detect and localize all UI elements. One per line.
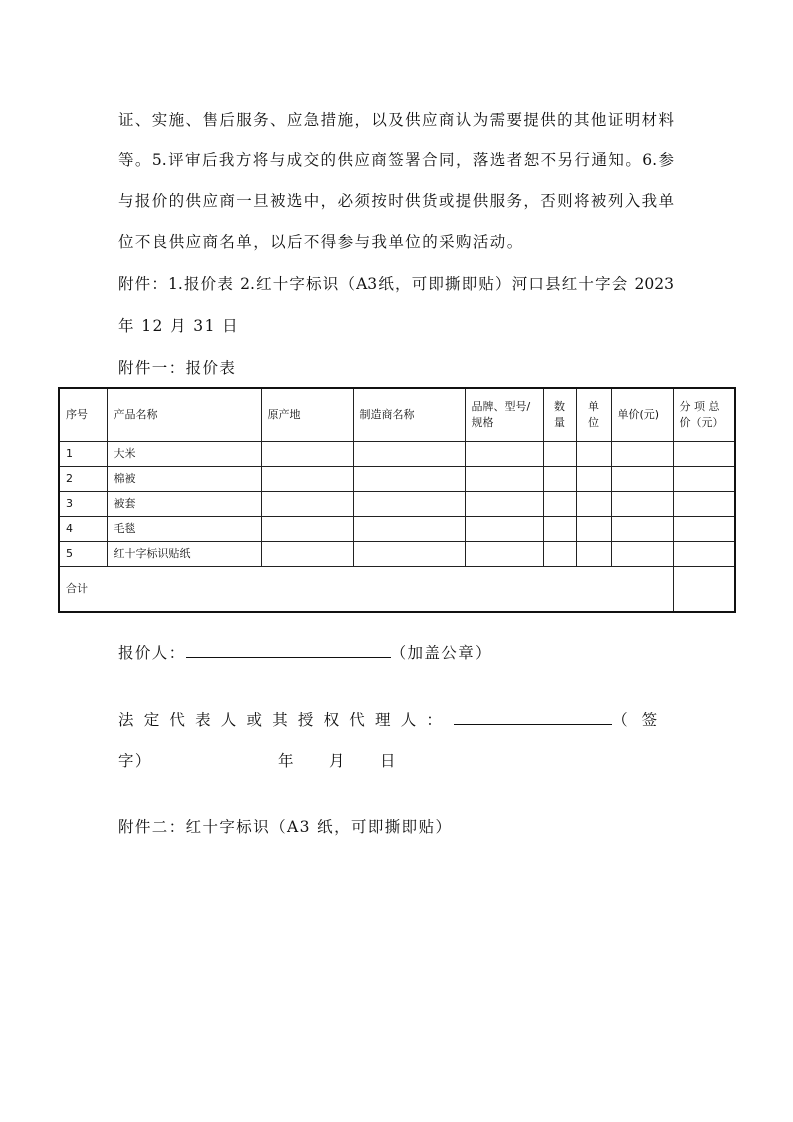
header-no: 序号 [59, 388, 107, 442]
body-line-4: 位不良供应商名单，以后不得参与我单位的采购活动。 [118, 233, 524, 251]
row-no: 2 [59, 467, 107, 492]
row-name: 被套 [107, 492, 261, 517]
sign-date-line [118, 749, 397, 771]
quoter-line [118, 641, 492, 663]
legal-rep-line [118, 708, 674, 730]
header-qty-line2: 量 [554, 416, 565, 429]
row-no: 4 [59, 517, 107, 542]
table-row [59, 542, 735, 567]
table-total-row [59, 567, 735, 613]
legal-rep-signature-blank[interactable] [454, 710, 612, 725]
header-price: 单价(元) [611, 388, 673, 442]
total-value [673, 567, 735, 613]
sign-year: 年 [278, 752, 295, 770]
header-name: 产品名称 [107, 388, 261, 442]
body-line-6: 年 12 月 31 日 [118, 317, 240, 335]
table-row [59, 467, 735, 492]
header-brand-line2: 规格 [471, 416, 494, 429]
sign-prefix: 字） [118, 752, 152, 770]
annex1-title: 附件一：报价表 [118, 359, 237, 377]
table-row [59, 517, 735, 542]
sign-day: 日 [380, 752, 397, 770]
body-line-5: 附件：1.报价表 2.红十字标识（A3纸，可即撕即贴）河口县红十字会 2023 [118, 275, 674, 293]
body-line-2: 等。5.评审后我方将与成交的供应商签署合同，落选者恕不另行通知。6.参 [118, 151, 674, 169]
row-no: 3 [59, 492, 107, 517]
header-qty [543, 388, 576, 442]
sign-month: 月 [329, 752, 346, 770]
row-no: 1 [59, 442, 107, 467]
header-unit-line2: 位 [588, 416, 599, 429]
total-label: 合计 [59, 567, 673, 613]
header-brand-line1: 品牌、型号/ [471, 400, 531, 413]
table-row [59, 442, 735, 467]
header-maker: 制造商名称 [353, 388, 465, 442]
header-brand [465, 388, 543, 442]
quoter-signature-blank[interactable] [186, 643, 391, 658]
header-subtotal-line1: 分 项 总 [679, 400, 720, 413]
row-name: 红十字标识贴纸 [107, 542, 261, 567]
table-row [59, 492, 735, 517]
annex2-title: 附件二：红十字标识（A3 纸，可即撕即贴） [118, 818, 453, 836]
quoter-label: 报价人： [118, 644, 186, 662]
table-header-row [59, 388, 735, 442]
row-no: 5 [59, 542, 107, 567]
header-origin: 原产地 [261, 388, 353, 442]
body-line-3: 与报价的供应商一旦被选中，必须按时供货或提供服务，否则将被列入我单 [118, 192, 674, 210]
legal-rep-label: 法定代表人或其授权代理人： [118, 711, 453, 729]
row-name: 毛毯 [107, 517, 261, 542]
header-unit-line1: 单 [588, 400, 599, 413]
row-name: 棉被 [107, 467, 261, 492]
header-subtotal [673, 388, 735, 442]
legal-rep-suffix: （签 [612, 711, 672, 729]
header-qty-line1: 数 [554, 400, 565, 413]
header-unit [576, 388, 611, 442]
header-subtotal-line2: 价（元） [679, 416, 724, 429]
quoter-suffix: （加盖公章） [390, 644, 493, 662]
body-line-1: 证、实施、售后服务、应急措施，以及供应商认为需要提供的其他证明材料 [118, 111, 674, 129]
quotation-table [58, 387, 736, 613]
row-name: 大米 [107, 442, 261, 467]
